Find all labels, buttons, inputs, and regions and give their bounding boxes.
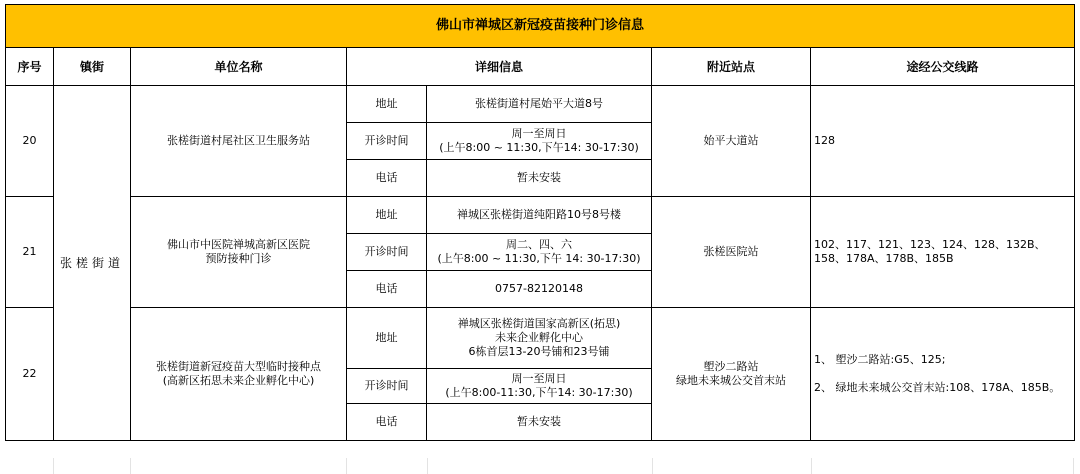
hours-value: 周一至周日 (上午8:00-11:30,下午14: 30-17:30)	[427, 369, 652, 404]
phone-label: 电话	[347, 404, 427, 441]
hours-label: 开诊时间	[347, 234, 427, 271]
phone-label: 电话	[347, 160, 427, 197]
header-station: 附近站点	[652, 48, 811, 86]
hours-value: 周一至周日 (上午8:00 ~ 11:30,下午14: 30-17:30)	[427, 123, 652, 160]
spreadsheet	[5, 4, 1074, 441]
empty-cell	[812, 458, 1074, 474]
header-town: 镇街	[54, 48, 131, 86]
hours-label: 开诊时间	[347, 123, 427, 160]
bus-lines: 128	[811, 86, 1075, 197]
clinic-table	[5, 4, 1075, 441]
bus-lines: 102、117、121、123、124、128、132B、 158、178A、178B、185B	[811, 197, 1075, 308]
phone-value: 暂未安装	[427, 160, 652, 197]
phone-label: 电话	[347, 271, 427, 308]
bus-lines: 1、 塱沙二路站:G5、125; 2、 绿地未来城公交首末站:108、178A、185B。	[811, 308, 1075, 441]
hours-value: 周二、四、六 (上午8:00 ~ 11:30,下午 14: 30-17:30)	[427, 234, 652, 271]
unit-name: 张槎街道新冠疫苗大型临时接种点 (高新区拓思未来企业孵化中心)	[131, 308, 347, 441]
table-title: 佛山市禅城区新冠疫苗接种门诊信息	[6, 5, 1075, 48]
empty-grid-row	[5, 458, 1074, 474]
nearby-station: 张槎医院站	[652, 197, 811, 308]
address-label: 地址	[347, 197, 427, 234]
phone-value: 暂未安装	[427, 404, 652, 441]
hours-label: 开诊时间	[347, 369, 427, 404]
address-value: 张槎街道村尾始平大道8号	[427, 86, 652, 123]
address-label: 地址	[347, 308, 427, 369]
row-index: 20	[6, 86, 54, 197]
empty-cell	[54, 458, 132, 474]
phone-value: 0757-82120148	[427, 271, 652, 308]
town-cell	[54, 86, 131, 441]
empty-cell	[653, 458, 812, 474]
address-value: 禅城区张槎街道纯阳路10号8号楼	[427, 197, 652, 234]
header-index: 序号	[6, 48, 54, 86]
empty-cell	[5, 458, 54, 474]
address-value: 禅城区张槎街道国家高新区(拓思) 未来企业孵化中心 6栋首层13-20号铺和23号铺	[427, 308, 652, 369]
address-label: 地址	[347, 86, 427, 123]
town-name: 张槎街道	[59, 255, 124, 270]
empty-cell	[428, 458, 653, 474]
empty-cell	[347, 458, 428, 474]
header-unit: 单位名称	[131, 48, 347, 86]
unit-name: 张槎街道村尾社区卫生服务站	[131, 86, 347, 197]
header-detail: 详细信息	[347, 48, 652, 86]
row-index: 21	[6, 197, 54, 308]
nearby-station: 始平大道站	[652, 86, 811, 197]
unit-name: 佛山市中医院禅城高新区医院 预防接种门诊	[131, 197, 347, 308]
header-bus: 途经公交线路	[811, 48, 1075, 86]
row-index: 22	[6, 308, 54, 441]
empty-cell	[131, 458, 347, 474]
nearby-station: 塱沙二路站 绿地未来城公交首末站	[652, 308, 811, 441]
